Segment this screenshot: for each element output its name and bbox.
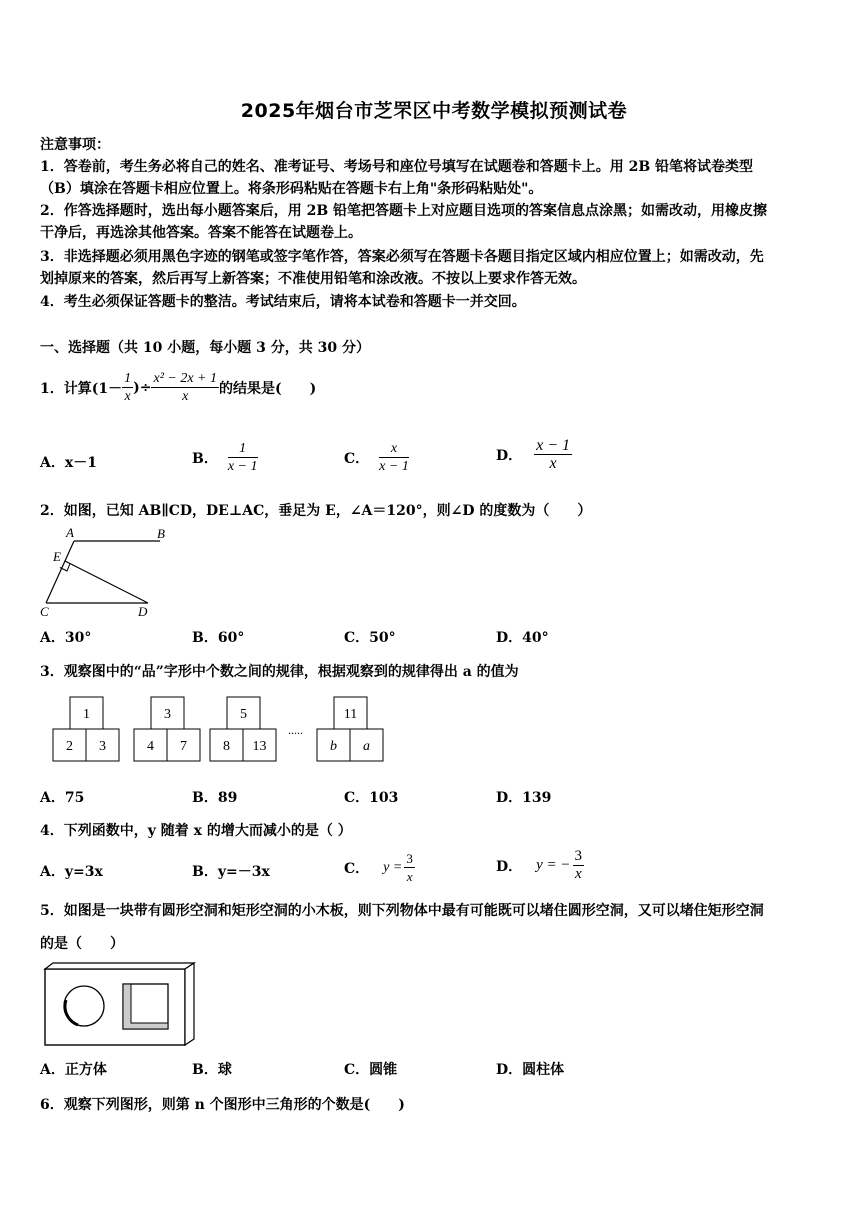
question-5 <box>40 900 764 920</box>
q1-option-a <box>40 452 97 472</box>
fraction-denominator: x <box>124 389 131 404</box>
fraction-denominator: x <box>182 389 189 404</box>
pin-top-number: 3 <box>164 707 171 722</box>
question-number: 6． <box>40 1097 64 1113</box>
fraction-numerator: x² − 2x + 1 <box>153 371 218 386</box>
question-3 <box>40 661 519 681</box>
fraction-denominator: x <box>549 455 557 472</box>
question-number: 3． <box>40 664 64 680</box>
q5-option-b: B．球 <box>192 1062 232 1078</box>
q4-option-c <box>344 850 415 885</box>
label-d: D <box>138 604 148 619</box>
q4-option-b: B．y=－3x <box>192 864 270 880</box>
fraction-denominator: x − 1 <box>227 459 258 474</box>
pin-left-number: b <box>330 739 337 754</box>
pin-group-2 <box>134 697 200 761</box>
fraction-numerator: 3 <box>406 851 413 866</box>
option-label: C． <box>344 860 370 877</box>
question-text: 如图，已知 AB∥CD，DE⊥AC，垂足为 E，∠A＝120°，则∠D 的度数为（ ） <box>63 503 592 519</box>
pin-top-number: 11 <box>343 707 358 722</box>
section-heading: 一、选择题（共 10 小题，每小题 3 分，共 30 分） <box>40 340 370 356</box>
q2-option-a: A．30° <box>40 630 92 646</box>
fraction-numerator: 1 <box>124 371 132 386</box>
pin-left-number: 4 <box>147 739 154 754</box>
wooden-board-figure <box>42 960 202 1052</box>
question-number: 1． <box>40 380 64 397</box>
notice-heading: 注意事项： <box>40 137 110 153</box>
pin-group-1 <box>53 697 119 761</box>
question-4 <box>40 820 352 840</box>
q4-option-a: A．y=3x <box>40 864 103 880</box>
label-e: E <box>53 549 61 564</box>
label-c: C <box>40 604 49 619</box>
q3-option-d: D．139 <box>496 790 552 806</box>
q2-option-d: D．40° <box>496 630 549 646</box>
notice-line-3b: 划掉原来的答案，然后再写上新答案；不准使用铅笔和涂改液。不按以上要求作答无效。 <box>40 271 586 287</box>
option-fraction <box>379 440 409 475</box>
question-number: 5． <box>40 903 64 919</box>
q5-option-a: A．正方体 <box>40 1062 107 1078</box>
q1-option-c <box>344 440 409 475</box>
question-2 <box>40 500 591 520</box>
question-6 <box>40 1094 405 1114</box>
question-text: 下列函数中，y 随着 x 的增大而减小的是（ ） <box>63 823 352 839</box>
notice-line-2: 2．作答选择题时，选出每小题答案后，用 2B 铅笔把答题卡上对应题目选项的答案信息点涂黑；如需改动，用橡皮擦 <box>40 203 768 219</box>
question-1 <box>40 370 316 405</box>
q4-option-d <box>496 848 584 883</box>
q3-option-a: A．75 <box>40 790 85 806</box>
question-text: 观察图中的“品”字形中个数之间的规律，根据观察到的规律得出 a 的值为 <box>63 664 519 680</box>
option-lhs: y = − <box>536 857 571 873</box>
notice-line-1: 1．答卷前，考生务必将自己的姓名、准考证号、考场号和座位号填写在试题卷和答题卡上。用 2B 铅笔将试卷类型 <box>40 159 754 175</box>
notice-line-3: 3．非选择题必须用黑色字迹的钢笔或签字笔作答，答案必须写在答题卡各题目指定区域内相应位置上；如需改动，先 <box>40 249 764 265</box>
option-lhs: y = <box>383 859 403 875</box>
option-label: D． <box>496 447 523 464</box>
question-5-line-2: 的是（ ） <box>40 936 124 952</box>
q1-fraction-2 <box>151 370 219 405</box>
q1-fraction-1 <box>122 370 133 405</box>
pin-right-number: a <box>363 739 370 754</box>
option-fraction <box>404 850 415 885</box>
label-a: A <box>66 525 74 540</box>
option-text: x－1 <box>64 455 97 471</box>
fraction-numerator: x − 1 <box>536 437 571 454</box>
question-number: 2． <box>40 503 64 519</box>
option-fraction <box>534 437 572 472</box>
pin-group-4 <box>317 697 383 761</box>
q1-mid: )÷ <box>133 379 152 396</box>
option-label: B． <box>192 450 218 467</box>
pin-shape-figure <box>50 695 390 765</box>
pin-left-number: 2 <box>66 739 73 754</box>
pin-top-number: 5 <box>240 707 247 722</box>
fraction-numerator: 3 <box>574 848 583 864</box>
fraction-denominator: x − 1 <box>379 459 409 474</box>
q1-option-b <box>192 440 258 475</box>
pin-group-3 <box>210 697 276 761</box>
fraction-denominator: x <box>574 866 582 882</box>
option-fraction <box>573 848 585 883</box>
q1-suffix: 的结果是( ) <box>219 380 317 397</box>
q1-option-d <box>496 437 572 472</box>
fraction-numerator: x <box>379 440 409 458</box>
pin-left-number: 8 <box>223 739 230 754</box>
ellipsis-dots: ..... <box>288 723 303 737</box>
fraction-numerator: 1 <box>228 440 258 458</box>
option-fraction <box>228 440 258 475</box>
page-title: 2025年烟台市芝罘区中考数学模拟预测试卷 <box>240 100 628 122</box>
option-label: A． <box>40 455 65 471</box>
question-number: 4． <box>40 823 64 839</box>
option-label: D． <box>496 858 523 875</box>
pin-top-number: 1 <box>83 707 90 722</box>
pin-right-number: 3 <box>99 739 106 754</box>
pin-right-number: 13 <box>252 739 267 754</box>
pin-right-number: 7 <box>180 739 187 754</box>
q5-option-c: C．圆锥 <box>344 1062 398 1078</box>
option-label: C． <box>344 450 370 467</box>
question-text: 如图是一块带有圆形空洞和矩形空洞的小木板，则下列物体中最有可能既可以堵住圆形空洞，又可以堵住矩形空洞 <box>63 903 764 919</box>
notice-line-2b: 干净后，再选涂其他答案。答案不能答在试题卷上。 <box>40 225 362 241</box>
q5-option-d: D．圆柱体 <box>496 1062 565 1078</box>
notice-line-4: 4．考生必须保证答题卡的整洁。考试结束后，请将本试卷和答题卡一并交回。 <box>40 294 526 310</box>
q2-option-c: C．50° <box>344 630 396 646</box>
q3-option-b: B．89 <box>192 790 238 806</box>
fraction-denominator: x <box>406 869 413 884</box>
label-b: B <box>157 526 165 541</box>
q2-option-b: B．60° <box>192 630 245 646</box>
parallel-lines-figure <box>36 524 166 620</box>
q1-prefix: 计算(1－ <box>63 380 123 397</box>
q3-option-c: C．103 <box>344 790 399 806</box>
question-text: 观察下列图形，则第 n 个图形中三角形的个数是( ) <box>63 1097 405 1113</box>
notice-line-1b: （B）填涂在答题卡相应位置上。将条形码粘贴在答题卡右上角"条形码粘贴处"。 <box>40 181 543 197</box>
